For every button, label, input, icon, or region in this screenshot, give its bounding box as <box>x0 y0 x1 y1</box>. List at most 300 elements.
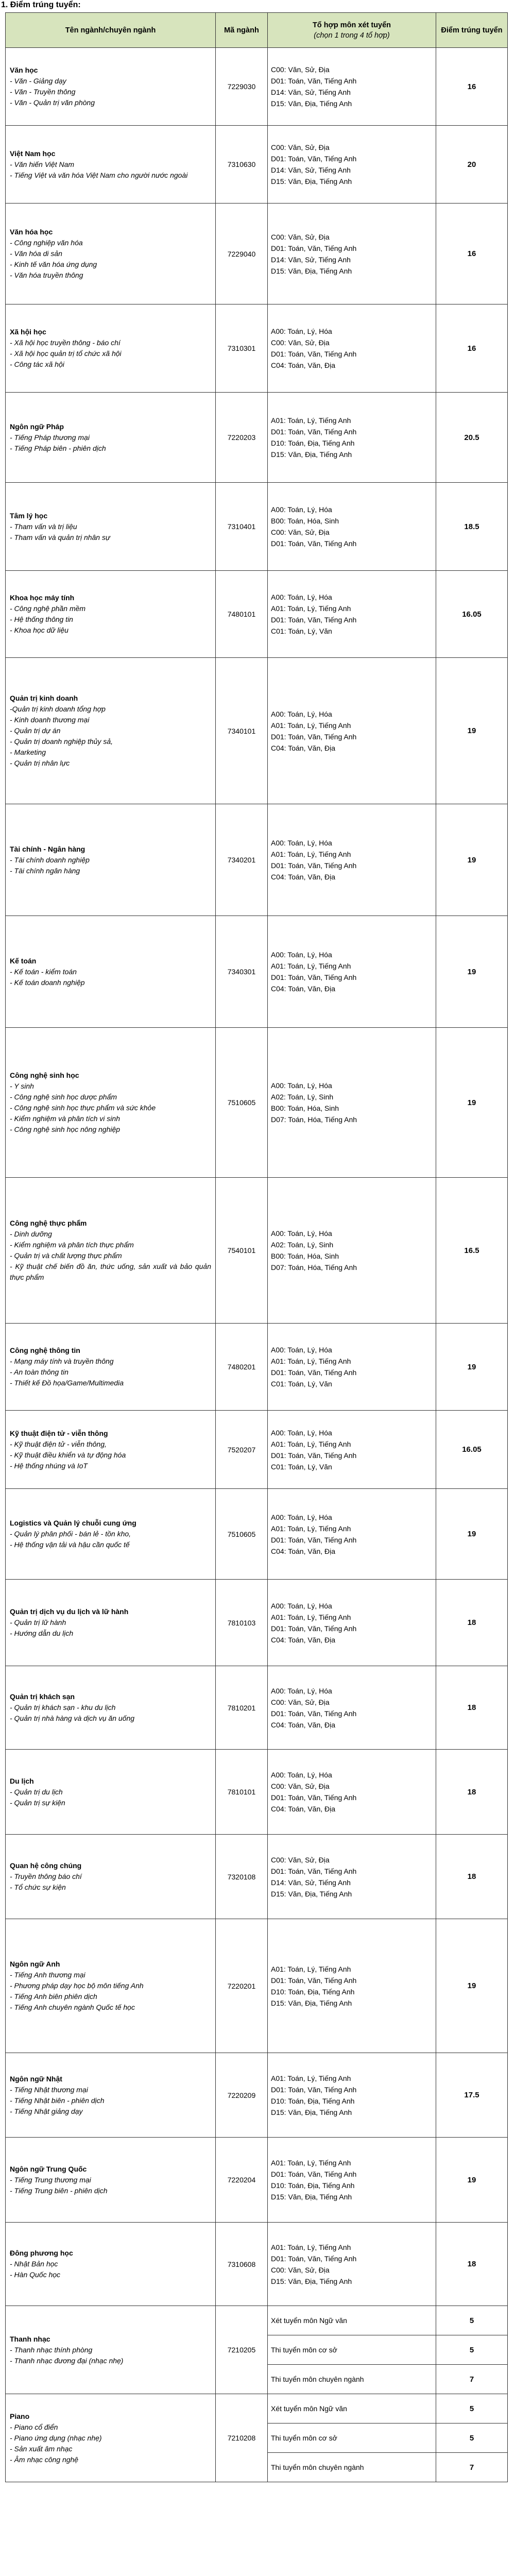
major-code: 7510605 <box>216 1489 268 1580</box>
subject-combo: C00: Văn, Sử, Địa <box>271 1782 330 1790</box>
subject-combo: A00: Toán, Lý, Hóa <box>271 327 332 335</box>
exam-component: Xét tuyển môn Ngữ văn <box>268 2394 436 2424</box>
specialization-item: - Công nghiệp văn hóa <box>10 239 83 247</box>
subject-combo: D14: Văn, Sử, Tiếng Anh <box>271 88 351 96</box>
table-row <box>6 1411 508 1489</box>
table-row <box>6 1919 508 2053</box>
specialization-item: - Tham vấn và quản trị nhân sự <box>10 533 110 541</box>
specialization-item: - Kiểm nghiệm và phân tích vi sinh <box>10 1114 120 1123</box>
major-cell <box>6 393 216 483</box>
major-cell <box>6 483 216 571</box>
subject-combo: D15: Văn, Địa, Tiếng Anh <box>271 2193 352 2201</box>
subject-combo: C00: Văn, Sử, Địa <box>271 65 330 74</box>
header-major-name: Tên ngành/chuyên ngành <box>6 13 216 48</box>
subject-combo: C04: Toán, Văn, Địa <box>271 873 336 881</box>
admission-score: 19 <box>436 658 508 804</box>
specialization-item: - Marketing <box>10 748 46 756</box>
subject-combo: A01: Toán, Lý, Tiếng Anh <box>271 721 351 730</box>
subject-combo: A01: Toán, Lý, Tiếng Anh <box>271 416 351 425</box>
table-row <box>6 304 508 393</box>
subject-combos-cell <box>268 48 436 126</box>
major-name: Kỹ thuật điện tử - viễn thông <box>10 1429 108 1437</box>
specialization-item: - Kế toán - kiểm toán <box>10 967 77 976</box>
subject-combo: D01: Toán, Văn, Tiếng Anh <box>271 973 357 981</box>
admission-score: 16.5 <box>436 1178 508 1324</box>
major-code: 7810103 <box>216 1580 268 1666</box>
specialization-item: - Thanh nhạc đương đại (nhạc nhẹ) <box>10 2356 124 2365</box>
specialization-item: - Quản trị nhân lực <box>10 759 70 767</box>
major-cell <box>6 1324 216 1411</box>
specialization-item: - Piano ứng dụng (nhạc nhẹ) <box>10 2433 102 2442</box>
major-code: 7480201 <box>216 1324 268 1411</box>
table-row <box>6 1666 508 1750</box>
exam-component: Xét tuyển môn Ngữ văn <box>268 2306 436 2335</box>
subject-combos-cell <box>268 1666 436 1750</box>
major-cell <box>6 304 216 393</box>
table-row <box>6 1580 508 1666</box>
specialization-item: - Kinh doanh thương mại <box>10 716 90 724</box>
specialization-item: - Quản trị doanh nghiệp thủy sả, <box>10 737 113 745</box>
specialization-item: - Âm nhạc công nghệ <box>10 2455 79 2464</box>
specialization-item: - Văn hiến Việt Nam <box>10 160 75 168</box>
major-name: Tâm lý học <box>10 511 48 520</box>
specialization-item: - Phương pháp dạy học bộ môn tiếng Anh <box>10 1981 144 1990</box>
table-row <box>6 126 508 204</box>
major-code: 7340101 <box>216 658 268 804</box>
specialization-item: - Công nghệ phần mềm <box>10 604 86 613</box>
component-score: 5 <box>436 2424 508 2453</box>
subject-combo: B00: Toán, Hóa, Sinh <box>271 1104 339 1112</box>
table-row <box>6 1750 508 1835</box>
specialization-item: - Công nghệ sinh học thực phẩm và sức khỏe <box>10 1104 156 1112</box>
subject-combo: D01: Toán, Văn, Tiếng Anh <box>271 1535 357 1544</box>
major-name: Đông phương học <box>10 2249 73 2257</box>
subject-combo: D01: Toán, Văn, Tiếng Anh <box>271 1624 357 1633</box>
subject-combo: A01: Toán, Lý, Tiếng Anh <box>271 850 351 858</box>
table-row <box>6 2223 508 2306</box>
admission-score: 19 <box>436 804 508 916</box>
table-row <box>6 393 508 483</box>
subject-combos-cell <box>268 1919 436 2053</box>
admission-score: 16 <box>436 48 508 126</box>
specialization-item: - Tham vấn và trị liệu <box>10 522 77 531</box>
table-row <box>6 1489 508 1580</box>
specialization-item: - Y sinh <box>10 1082 34 1090</box>
specialization-item: - Tiếng Anh thương mại <box>10 1971 85 1979</box>
header-combo-title: Tổ hợp môn xét tuyển <box>312 21 391 29</box>
subject-combo: D01: Toán, Văn, Tiếng Anh <box>271 1793 357 1802</box>
specialization-item: - Quản trị nhà hàng và dịch vụ ăn uống <box>10 1714 135 1722</box>
table-body <box>6 48 508 2482</box>
subject-combos-cell <box>268 204 436 304</box>
major-code: 7310630 <box>216 126 268 204</box>
admission-score: 18.5 <box>436 483 508 571</box>
table-row <box>6 2138 508 2223</box>
specialization-item: - Tiếng Việt và văn hóa Việt Nam cho người nước ngoài <box>10 171 188 179</box>
admission-score-table <box>5 12 508 2482</box>
major-code: 7340301 <box>216 916 268 1028</box>
major-cell <box>6 2394 216 2482</box>
major-name: Khoa học máy tính <box>10 594 75 602</box>
specialization-item: - Công tác xã hội <box>10 360 64 368</box>
table-row <box>6 2053 508 2138</box>
subject-combo: C00: Văn, Sử, Địa <box>271 528 330 536</box>
major-code: 7220204 <box>216 2138 268 2223</box>
major-cell <box>6 1178 216 1324</box>
subject-combo: D01: Toán, Văn, Tiếng Anh <box>271 539 357 548</box>
major-cell <box>6 2223 216 2306</box>
subject-combo: D15: Văn, Địa, Tiếng Anh <box>271 450 352 459</box>
major-code: 7340201 <box>216 804 268 916</box>
specialization-item: - Sản xuất âm nhạc <box>10 2444 73 2453</box>
subject-combo: D15: Văn, Địa, Tiếng Anh <box>271 99 352 108</box>
major-cell <box>6 2306 216 2394</box>
admission-score: 20 <box>436 126 508 204</box>
specialization-item: - Hàn Quốc học <box>10 2270 61 2279</box>
specialization-item: - Xã hội học quản trị tổ chức xã hội <box>10 349 122 358</box>
major-cell <box>6 2138 216 2223</box>
table-row <box>6 658 508 804</box>
table-row <box>6 2306 508 2335</box>
major-code: 7229040 <box>216 204 268 304</box>
subject-combos-cell <box>268 916 436 1028</box>
subject-combo: C00: Văn, Sử, Địa <box>271 2265 330 2274</box>
subject-combo: D01: Toán, Văn, Tiếng Anh <box>271 732 357 741</box>
subject-combos-cell <box>268 1580 436 1666</box>
specialization-item: - Tổ chức sự kiện <box>10 1883 66 1891</box>
subject-combo: D01: Toán, Văn, Tiếng Anh <box>271 428 357 436</box>
specialization-item: - Tiếng Pháp biên - phiên dịch <box>10 444 106 452</box>
admission-score: 19 <box>436 1919 508 2053</box>
subject-combo: D15: Văn, Địa, Tiếng Anh <box>271 1889 352 1898</box>
specialization-item: - Kỹ thuật điều khiển và tự động hóa <box>10 1450 126 1459</box>
specialization-item: - Tiếng Anh biên phiên dịch <box>10 1992 97 2001</box>
subject-combo: A01: Toán, Lý, Tiếng Anh <box>271 1524 351 1533</box>
subject-combos-cell <box>268 1324 436 1411</box>
specialization-item: - Xã hội học truyền thông - báo chí <box>10 338 121 347</box>
specialization-item: - Dinh dưỡng <box>10 1230 52 1238</box>
major-cell <box>6 1028 216 1178</box>
exam-component: Thi tuyển môn chuyên ngành <box>268 2453 436 2482</box>
major-cell <box>6 1919 216 2053</box>
major-name: Ngôn ngữ Anh <box>10 1960 60 1968</box>
major-code: 7220203 <box>216 393 268 483</box>
exam-component: Thi tuyển môn cơ sở <box>268 2424 436 2453</box>
specialization-item: - Quản trị sự kiện <box>10 1798 65 1807</box>
major-cell <box>6 204 216 304</box>
major-cell <box>6 658 216 804</box>
subject-combo: C04: Toán, Văn, Địa <box>271 1547 336 1555</box>
major-code: 7320108 <box>216 1835 268 1919</box>
major-name: Ngôn ngữ Trung Quốc <box>10 2164 87 2173</box>
subject-combo: D14: Văn, Sử, Tiếng Anh <box>271 1878 351 1887</box>
major-code: 7210205 <box>216 2306 268 2394</box>
subject-combo: A00: Toán, Lý, Hóa <box>271 1601 332 1610</box>
subject-combo: D01: Toán, Văn, Tiếng Anh <box>271 244 357 252</box>
admission-score: 18 <box>436 2223 508 2306</box>
subject-combo: A00: Toán, Lý, Hóa <box>271 505 332 514</box>
component-score: 5 <box>436 2306 508 2335</box>
specialization-item: - Nhật Bản học <box>10 2260 58 2268</box>
subject-combo: A01: Toán, Lý, Tiếng Anh <box>271 2159 351 2167</box>
subject-combo: C01: Toán, Lý, Văn <box>271 1462 332 1471</box>
component-score: 5 <box>436 2394 508 2424</box>
major-cell <box>6 804 216 916</box>
major-code: 7810201 <box>216 1666 268 1750</box>
specialization-item: - Công nghệ sinh học dược phẩm <box>10 1093 117 1101</box>
subject-combos-cell <box>268 1750 436 1835</box>
major-cell <box>6 571 216 658</box>
subject-combo: A00: Toán, Lý, Hóa <box>271 1229 332 1238</box>
major-code: 7220209 <box>216 2053 268 2138</box>
major-name: Việt Nam học <box>10 149 56 158</box>
major-cell <box>6 1411 216 1489</box>
header-subject-combo <box>268 13 436 48</box>
table-row <box>6 1178 508 1324</box>
subject-combo: A01: Toán, Lý, Tiếng Anh <box>271 1613 351 1621</box>
subject-combo: A00: Toán, Lý, Hóa <box>271 1513 332 1521</box>
subject-combo: D01: Toán, Văn, Tiếng Anh <box>271 350 357 358</box>
subject-combos-cell <box>268 2138 436 2223</box>
specialization-item: - Tiếng Nhật biên - phiên dịch <box>10 2096 105 2105</box>
major-name: Quản trị dịch vụ du lịch và lữ hành <box>10 1607 129 1616</box>
subject-combo: C04: Toán, Văn, Địa <box>271 1805 336 1813</box>
specialization-item: - Thanh nhạc thính phòng <box>10 2345 93 2354</box>
specialization-item: - Kỹ thuật chế biến đồ ăn, thức uống, sản xuất và bảo quản thực phẩm <box>10 1262 211 1281</box>
subject-combo: C04: Toán, Văn, Địa <box>271 985 336 993</box>
major-code: 7210208 <box>216 2394 268 2482</box>
subject-combo: D14: Văn, Sử, Tiếng Anh <box>271 166 351 174</box>
subject-combo: D15: Văn, Địa, Tiếng Anh <box>271 2108 352 2116</box>
subject-combo: D01: Toán, Văn, Tiếng Anh <box>271 861 357 870</box>
table-row <box>6 916 508 1028</box>
specialization-item: - Mạng máy tính và truyền thông <box>10 1357 114 1365</box>
subject-combos-cell <box>268 1028 436 1178</box>
specialization-item: - Tiếng Nhật giảng dạy <box>10 2107 83 2115</box>
subject-combo: C04: Toán, Văn, Địa <box>271 361 336 369</box>
subject-combo: C00: Văn, Sử, Địa <box>271 1855 330 1864</box>
subject-combo: A00: Toán, Lý, Hóa <box>271 1686 332 1695</box>
major-cell <box>6 1489 216 1580</box>
subject-combos-cell <box>268 304 436 393</box>
major-code: 7810101 <box>216 1750 268 1835</box>
admission-score: 19 <box>436 1489 508 1580</box>
subject-combo: D15: Văn, Địa, Tiếng Anh <box>271 1998 352 2007</box>
major-name: Văn hóa học <box>10 228 53 236</box>
major-cell <box>6 126 216 204</box>
admission-score: 20.5 <box>436 393 508 483</box>
specialization-item: - Kiểm nghiệm và phân tích thực phẩm <box>10 1241 134 1249</box>
subject-combos-cell <box>268 804 436 916</box>
subject-combo: C00: Văn, Sử, Địa <box>271 232 330 241</box>
exam-component: Thi tuyển môn cơ sở <box>268 2335 436 2365</box>
specialization-item: - Hướng dẫn du lịch <box>10 1629 74 1637</box>
subject-combo: A02: Toán, Lý, Sinh <box>271 1241 334 1249</box>
specialization-item: - Tiếng Anh chuyên ngành Quốc tế học <box>10 2003 135 2011</box>
subject-combo: A01: Toán, Lý, Tiếng Anh <box>271 1439 351 1448</box>
subject-combo: A01: Toán, Lý, Tiếng Anh <box>271 962 351 970</box>
specialization-item: - Quản trị khách sạn - khu du lịch <box>10 1703 116 1711</box>
table-header-row <box>6 13 508 48</box>
header-combo-note: (chọn 1 trong 4 tổ hợp) <box>314 31 390 40</box>
specialization-item: - Tài chính doanh nghiệp <box>10 855 90 864</box>
specialization-item: - Văn hóa di sản <box>10 249 62 258</box>
section-heading: 1. Điểm trúng tuyển: <box>1 1 81 9</box>
subject-combo: C04: Toán, Văn, Địa <box>271 743 336 752</box>
header-major-code: Mã ngành <box>216 13 268 48</box>
subject-combo: D15: Văn, Địa, Tiếng Anh <box>271 2277 352 2285</box>
major-name: Văn học <box>10 66 38 74</box>
subject-combo: C01: Toán, Lý, Văn <box>271 1380 332 1388</box>
subject-combo: A00: Toán, Lý, Hóa <box>271 1428 332 1437</box>
major-name: Quản trị kinh doanh <box>10 694 78 702</box>
subject-combo: D10: Toán, Địa, Tiếng Anh <box>271 2096 355 2105</box>
subject-combo: B00: Toán, Hóa, Sinh <box>271 1252 339 1260</box>
major-name: Du lịch <box>10 1776 34 1785</box>
major-name: Piano <box>10 2412 30 2420</box>
specialization-item: - Quản lý phân phối - bán lẻ - tồn kho, <box>10 1530 131 1538</box>
major-name: Quan hệ công chúng <box>10 1861 82 1870</box>
subject-combo: D07: Toán, Hóa, Tiếng Anh <box>271 1263 357 1272</box>
specialization-item: - Tài chính ngân hàng <box>10 866 80 875</box>
component-score: 7 <box>436 2453 508 2482</box>
subject-combo: A00: Toán, Lý, Hóa <box>271 593 332 601</box>
subject-combos-cell <box>268 571 436 658</box>
subject-combo: D01: Toán, Văn, Tiếng Anh <box>271 1709 357 1718</box>
subject-combo: D01: Toán, Văn, Tiếng Anh <box>271 2254 357 2263</box>
subject-combo: D01: Toán, Văn, Tiếng Anh <box>271 616 357 624</box>
specialization-item: - Tiếng Pháp thương mại <box>10 433 90 442</box>
major-code: 7310301 <box>216 304 268 393</box>
major-code: 7520207 <box>216 1411 268 1489</box>
subject-combo: D07: Toán, Hóa, Tiếng Anh <box>271 1115 357 1124</box>
component-score: 7 <box>436 2365 508 2394</box>
major-name: Logistics và Quản lý chuỗi cung ứng <box>10 1519 136 1527</box>
major-cell <box>6 1750 216 1835</box>
specialization-item: - Quản trị và chất lượng thực phẩm <box>10 1251 122 1260</box>
admission-score: 18 <box>436 1580 508 1666</box>
major-name: Công nghệ sinh học <box>10 1071 79 1079</box>
specialization-item: - Văn - Truyền thông <box>10 88 76 96</box>
subject-combo: A01: Toán, Lý, Tiếng Anh <box>271 1357 351 1365</box>
major-name: Thanh nhạc <box>10 2334 50 2343</box>
subject-combo: C01: Toán, Lý, Văn <box>271 627 332 635</box>
admission-score: 17.5 <box>436 2053 508 2138</box>
major-code: 7480101 <box>216 571 268 658</box>
subject-combo: D01: Toán, Văn, Tiếng Anh <box>271 2085 357 2094</box>
subject-combos-cell <box>268 393 436 483</box>
subject-combo: D01: Toán, Văn, Tiếng Anh <box>271 155 357 163</box>
specialization-item: - Tiếng Trung thương mại <box>10 2175 91 2184</box>
subject-combo: C00: Văn, Sử, Địa <box>271 338 330 347</box>
major-name: Tài chính - Ngân hàng <box>10 844 85 853</box>
specialization-item: - Văn - Quản trị văn phòng <box>10 98 95 107</box>
specialization-item: -Quản trị kinh doanh tổng hợp <box>10 705 106 713</box>
table-row <box>6 1324 508 1411</box>
table-row <box>6 571 508 658</box>
admission-score: 19 <box>436 1028 508 1178</box>
exam-component: Thi tuyển môn chuyên ngành <box>268 2365 436 2394</box>
subject-combo: A01: Toán, Lý, Tiếng Anh <box>271 604 351 613</box>
subject-combos-cell <box>268 126 436 204</box>
specialization-item: - Quản trị du lịch <box>10 1787 63 1796</box>
table-row <box>6 204 508 304</box>
major-code: 7220201 <box>216 1919 268 2053</box>
specialization-item: - Thiết kế Đồ họa/Game/Multimedia <box>10 1379 124 1387</box>
header-admission-score: Điểm trúng tuyển <box>436 13 508 48</box>
major-name: Xã hội học <box>10 328 46 336</box>
table-row <box>6 2394 508 2424</box>
subject-combos-cell <box>268 1835 436 1919</box>
subject-combo: A01: Toán, Lý, Tiếng Anh <box>271 2074 351 2082</box>
specialization-item: - Tiếng Nhật thương mại <box>10 2085 88 2094</box>
major-cell <box>6 1580 216 1666</box>
major-code: 7310401 <box>216 483 268 571</box>
subject-combo: D01: Toán, Văn, Tiếng Anh <box>271 1867 357 1875</box>
admission-score: 16.05 <box>436 571 508 658</box>
table-row <box>6 1028 508 1178</box>
major-name: Kế toán <box>10 956 37 965</box>
subject-combos-cell <box>268 1489 436 1580</box>
component-score: 5 <box>436 2335 508 2365</box>
subject-combo: D10: Toán, Địa, Tiếng Anh <box>271 439 355 447</box>
subject-combo: A01: Toán, Lý, Tiếng Anh <box>271 2243 351 2251</box>
specialization-item: - Văn - Giảng dạy <box>10 77 66 85</box>
specialization-item: - Văn hóa truyền thông <box>10 271 83 279</box>
admission-score: 16.05 <box>436 1411 508 1489</box>
specialization-item: - Kế toán doanh nghiệp <box>10 978 85 987</box>
specialization-item: - Quản trị lữ hành <box>10 1618 66 1626</box>
admission-score: 18 <box>436 1750 508 1835</box>
admission-score: 19 <box>436 1324 508 1411</box>
major-cell <box>6 48 216 126</box>
specialization-item: - An toàn thông tin <box>10 1368 68 1376</box>
subject-combos-cell <box>268 1178 436 1324</box>
major-name: Ngôn ngữ Pháp <box>10 422 64 431</box>
table-row <box>6 483 508 571</box>
subject-combo: A00: Toán, Lý, Hóa <box>271 1081 332 1090</box>
table-row <box>6 1835 508 1919</box>
subject-combo: A00: Toán, Lý, Hóa <box>271 1771 332 1779</box>
specialization-item: - Hệ thống thông tin <box>10 615 73 623</box>
major-name: Quản trị khách sạn <box>10 1692 75 1701</box>
specialization-item: - Khoa học dữ liệu <box>10 626 68 634</box>
specialization-item: - Hệ thống vận tải và hậu cần quốc tế <box>10 1540 130 1549</box>
subject-combo: D15: Văn, Địa, Tiếng Anh <box>271 266 352 275</box>
specialization-item: - Hệ thống nhúng và IoT <box>10 1461 88 1470</box>
specialization-item: - Truyền thông báo chí <box>10 1872 82 1880</box>
subject-combo: C04: Toán, Văn, Địa <box>271 1720 336 1729</box>
subject-combo: D10: Toán, Địa, Tiếng Anh <box>271 1987 355 1996</box>
subject-combo: D10: Toán, Địa, Tiếng Anh <box>271 2181 355 2190</box>
major-name: Công nghệ thông tin <box>10 1346 80 1354</box>
subject-combo: D01: Toán, Văn, Tiếng Anh <box>271 1976 357 1985</box>
admission-score: 19 <box>436 2138 508 2223</box>
admission-score: 19 <box>436 916 508 1028</box>
subject-combo: C00: Văn, Sử, Địa <box>271 1698 330 1706</box>
major-code: 7310608 <box>216 2223 268 2306</box>
subject-combo: D01: Toán, Văn, Tiếng Anh <box>271 77 357 85</box>
major-cell <box>6 1666 216 1750</box>
subject-combo: D01: Toán, Văn, Tiếng Anh <box>271 2170 357 2178</box>
subject-combo: A00: Toán, Lý, Hóa <box>271 839 332 847</box>
table-row <box>6 804 508 916</box>
major-code: 7540101 <box>216 1178 268 1324</box>
subject-combo: C00: Văn, Sử, Địa <box>271 143 330 151</box>
subject-combos-cell <box>268 658 436 804</box>
subject-combo: A00: Toán, Lý, Hóa <box>271 1346 332 1354</box>
specialization-item: - Công nghệ sinh học nông nghiệp <box>10 1125 121 1133</box>
